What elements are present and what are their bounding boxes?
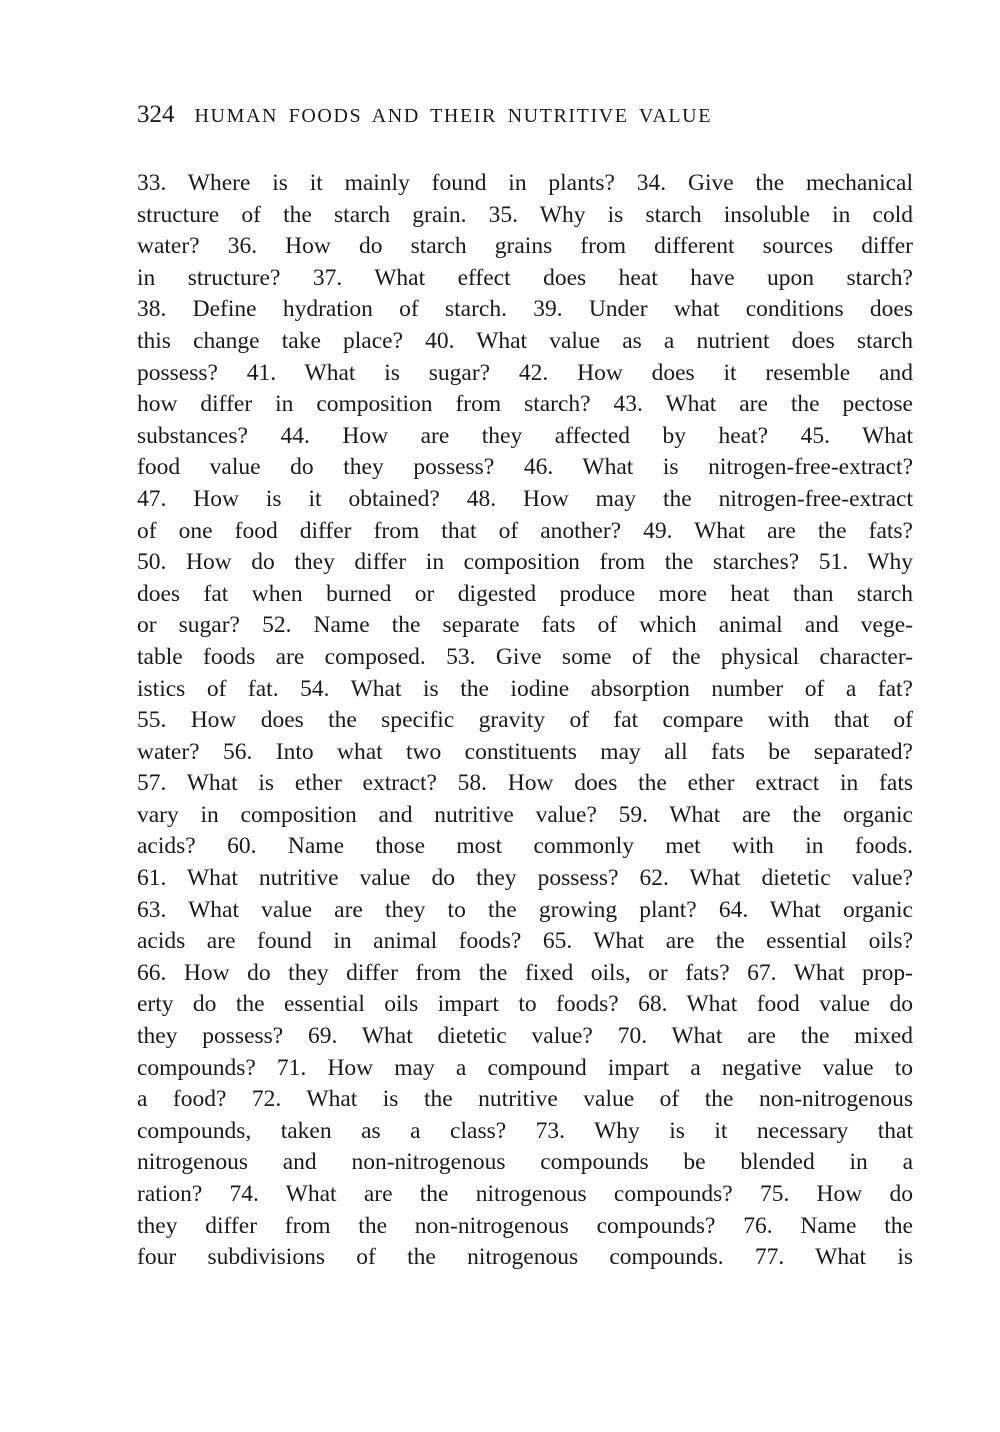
text-line: vary in composition and nutritive value? 59. What are the organic bbox=[137, 801, 913, 828]
text-line: compounds, taken as a class? 73. Why is it necessary that bbox=[137, 1117, 913, 1144]
text-line: they differ from the non-nitrogenous compounds? 76. Name the bbox=[137, 1212, 913, 1239]
text-line: substances? 44. How are they affected by heat? 45. What bbox=[137, 422, 913, 449]
text-line: table foods are composed. 53. Give some of the physical character- bbox=[137, 643, 913, 670]
text-line: acids are found in animal foods? 65. What are the essential oils? bbox=[137, 928, 913, 955]
text-line: food value do they possess? 46. What is nitrogen-free-extract? bbox=[137, 454, 913, 481]
running-header bbox=[137, 101, 913, 135]
text-line: 38. Define hydration of starch. 39. Under what conditions does bbox=[137, 296, 913, 323]
text-line: in structure? 37. What effect does heat have upon starch? bbox=[137, 264, 913, 291]
text-line: erty do the essential oils impart to foods? 68. What food value do bbox=[137, 991, 913, 1018]
text-line: istics of fat. 54. What is the iodine absorption number of a fat? bbox=[137, 675, 913, 702]
text-line: water? 36. How do starch grains from different sources differ bbox=[137, 233, 913, 260]
text-line: water? 56. Into what two constituents may all fats be separated? bbox=[137, 738, 913, 765]
text-line: 50. How do they differ in composition from the starches? 51. Why bbox=[137, 549, 913, 576]
text-line: four subdivisions of the nitrogenous compounds. 77. What is bbox=[137, 1244, 913, 1271]
text-line: possess? 41. What is sugar? 42. How does it resemble and bbox=[137, 359, 913, 386]
text-line: nitrogenous and non-nitrogenous compounds be blended in a bbox=[137, 1149, 913, 1176]
text-line: this change take place? 40. What value as a nutrient does starch bbox=[137, 327, 913, 354]
text-line: 47. How is it obtained? 48. How may the nitrogen-free-extract bbox=[137, 485, 913, 512]
text-line: 61. What nutritive value do they possess? 62. What dietetic value? bbox=[137, 865, 913, 892]
text-line: structure of the starch grain. 35. Why is starch insoluble in cold bbox=[137, 201, 913, 228]
text-line: 63. What value are they to the growing plant? 64. What organic bbox=[137, 896, 913, 923]
text-line: compounds? 71. How may a compound impart a negative value to bbox=[137, 1054, 913, 1081]
text-line: of one food differ from that of another? 49. What are the fats? bbox=[137, 517, 913, 544]
text-line: 33. Where is it mainly found in plants? 34. Give the mechanical bbox=[137, 170, 913, 196]
text-line: or sugar? 52. Name the separate fats of which animal and vege- bbox=[137, 612, 913, 639]
text-line: ration? 74. What are the nitrogenous compounds? 75. How do bbox=[137, 1181, 913, 1207]
text-line: a food? 72. What is the nutritive value of the non-nitrogenous bbox=[137, 1086, 913, 1113]
text-line: they possess? 69. What dietetic value? 70. What are the mixed bbox=[137, 1023, 913, 1050]
text-line: how differ in composition from starch? 43. What are the pectose bbox=[137, 391, 913, 418]
running-title: HUMAN FOODS AND THEIR NUTRITIVE VALUE bbox=[194, 105, 713, 127]
page-number: 324 bbox=[137, 101, 175, 128]
text-line: 66. How do they differ from the fixed oils, or fats? 67. What prop- bbox=[137, 959, 913, 986]
text-line: 57. What is ether extract? 58. How does the ether extract in fats bbox=[137, 770, 913, 797]
text-line: does fat when burned or digested produce more heat than starch bbox=[137, 580, 913, 607]
body-text bbox=[137, 168, 913, 1274]
text-line: acids? 60. Name those most commonly met with in foods. bbox=[137, 833, 913, 860]
text-line: 55. How does the specific gravity of fat compare with that of bbox=[137, 707, 913, 734]
